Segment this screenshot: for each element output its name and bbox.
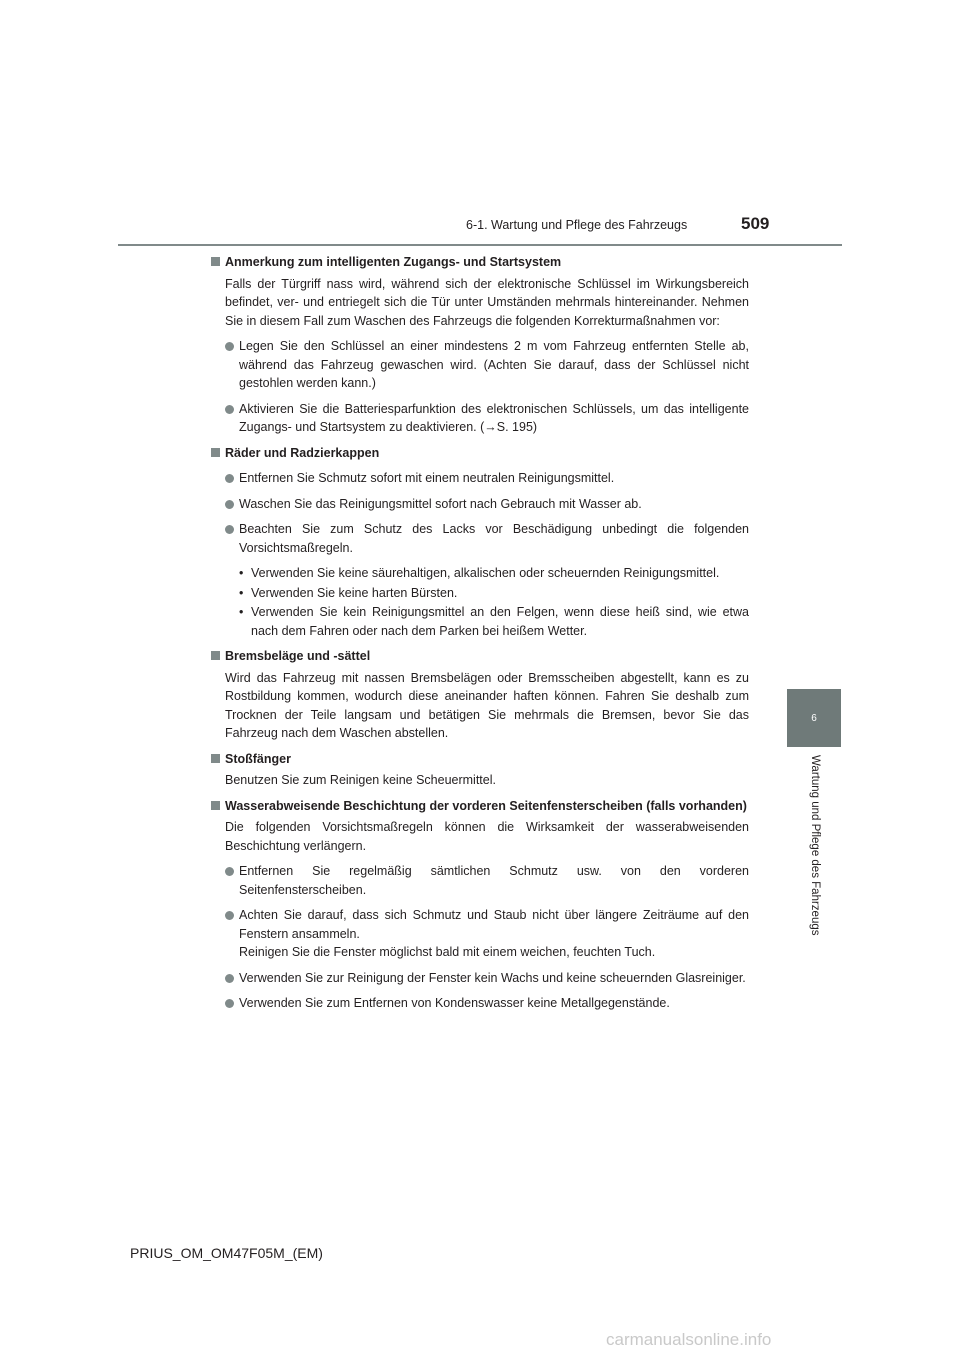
page-number: 509 bbox=[741, 214, 770, 233]
square-bullet-icon bbox=[211, 448, 220, 457]
footer-doc-code: PRIUS_OM_OM47F05M_(EM) bbox=[130, 1245, 323, 1261]
round-bullet-icon bbox=[225, 911, 234, 920]
section-text: Wird das Fahrzeug mit nassen Bremsbelägen oder Bremsscheiben abgestellt, kann es zu Rostbildung kommen, wodurch diese aneinander haften können. Fahren Sie deshalb zum Trocknen der Teile langsam und betätigen Sie mehrmals die Bremsen, bevor Sie das Fahrzeug nach dem Waschen abstellen. bbox=[225, 670, 749, 740]
section-text: Benutzen Sie zum Reinigen keine Scheuermittel. bbox=[225, 773, 496, 787]
list-item: Beachten Sie zum Schutz des Lacks vor Beschädigung unbedingt die folgenden Vorsichtsmaßregeln. bbox=[211, 520, 749, 557]
list-item: Aktivieren Sie die Batteriesparfunktion des elektronischen Schlüssels, um das intelligente Zugangs- und Startsystem zu deaktivieren. (→S. 195) bbox=[211, 400, 749, 437]
sub-list-item: • Verwenden Sie keine säurehaltigen, alkalischen oder scheuernden Reinigungsmittel. bbox=[239, 566, 720, 580]
watermark: carmanualsonline.info bbox=[606, 1330, 772, 1349]
section-heading: Wasserabweisende Beschichtung der vorderen Seitenfensterscheiben (falls vorhanden) bbox=[211, 797, 749, 816]
list-item: Verwenden Sie zum Entfernen von Kondenswasser keine Metallgegenstände. bbox=[211, 994, 749, 1013]
chapter-tab-number: 6 bbox=[811, 712, 817, 724]
section-heading: Bremsbeläge und -sättel bbox=[211, 647, 749, 666]
section-heading: Anmerkung zum intelligenten Zugangs- und Startsystem bbox=[211, 253, 749, 272]
round-bullet-icon bbox=[225, 974, 234, 983]
square-bullet-icon bbox=[211, 651, 220, 660]
section-text: Falls der Türgriff nass wird, während sich der elektronische Schlüssel im Wirkungsbereich befindet, ver- und entriegelt sich die Tür unter Umständen mehrmals hintereinander. Nehmen Sie in diesem Fall zum Waschen des Fahrzeugs die folgenden Korrekturmaßnahmen vor: bbox=[225, 276, 749, 328]
list-item: Legen Sie den Schlüssel an einer mindestens 2 m vom Fahrzeug entfernten Stelle ab, während das Fahrzeug gewaschen wird. (Achten Sie darauf, dass der Schlüssel nicht gestohlen werden kann.) bbox=[211, 337, 749, 393]
sub-list-item: • Verwenden Sie keine harten Bürsten. bbox=[239, 585, 458, 600]
sub-list-item: • Verwenden Sie kein Reinigungsmittel an den Felgen, wenn diese heiß sind, wie etwa nach dem Fahren oder nach dem Parken bei heißem Wetter. bbox=[239, 605, 749, 638]
header-divider bbox=[118, 244, 842, 246]
chapter-tab bbox=[787, 689, 841, 747]
list-item: Achten Sie darauf, dass sich Schmutz und Staub nicht über längere Zeiträume auf den Fenstern ansammeln. Reinigen Sie die Fenster möglichst bald mit einem weichen, feuchten Tuch. bbox=[211, 906, 749, 962]
square-bullet-icon bbox=[211, 801, 220, 810]
running-header-section: 6-1. Wartung und Pflege des Fahrzeugs bbox=[466, 218, 688, 232]
page-content bbox=[211, 253, 749, 1013]
list-item: Entfernen Sie Schmutz sofort mit einem neutralen Reinigungsmittel. bbox=[211, 469, 749, 488]
chapter-tab-title: Wartung und Pflege des Fahrzeugs bbox=[809, 755, 821, 936]
list-item: Waschen Sie das Reinigungsmittel sofort nach Gebrauch mit Wasser ab. bbox=[211, 495, 749, 514]
round-bullet-icon bbox=[225, 525, 234, 534]
bullet-continuation: Reinigen Sie die Fenster möglichst bald mit einem weichen, feuchten Tuch. bbox=[239, 945, 656, 959]
round-bullet-icon bbox=[225, 500, 234, 509]
round-bullet-icon bbox=[225, 405, 234, 414]
round-bullet-icon bbox=[225, 342, 234, 351]
round-bullet-icon bbox=[225, 474, 234, 483]
square-bullet-icon bbox=[211, 257, 220, 266]
list-item: Verwenden Sie zur Reinigung der Fenster kein Wachs und keine scheuernden Glasreiniger. bbox=[211, 969, 749, 988]
section-text: Die folgenden Vorsichtsmaßregeln können die Wirksamkeit der wasserabweisenden Beschichtung verlängern. bbox=[225, 820, 749, 853]
round-bullet-icon bbox=[225, 999, 234, 1008]
section-heading: Räder und Radzierkappen bbox=[211, 444, 749, 463]
section-heading: Stoßfänger bbox=[211, 750, 749, 769]
list-item: Entfernen Sie regelmäßig sämtlichen Schmutz usw. von den vorderen Seitenfensterscheiben. bbox=[211, 862, 749, 899]
square-bullet-icon bbox=[211, 754, 220, 763]
round-bullet-icon bbox=[225, 867, 234, 876]
